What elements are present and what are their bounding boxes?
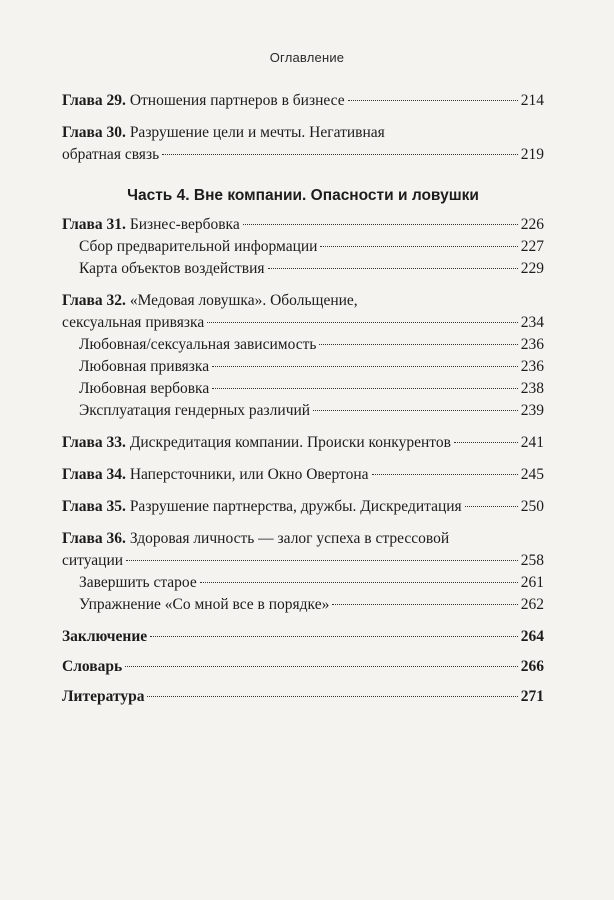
- dot-leader: [268, 268, 518, 269]
- dot-leader: [372, 474, 518, 475]
- toc-subsection[interactable]: [62, 356, 544, 378]
- page-number: 236: [520, 358, 544, 375]
- page-number: 245: [520, 466, 544, 483]
- page-number: 229: [520, 260, 544, 277]
- toc-subsection[interactable]: [62, 258, 544, 280]
- page-number: 238: [520, 380, 544, 397]
- chapter-title: [62, 496, 462, 518]
- toc-entry-line: [62, 144, 544, 166]
- chapter-title-text: Бизнес-вербовка: [129, 216, 240, 233]
- dot-leader: [243, 224, 518, 225]
- toc-backmatter[interactable]: [62, 626, 544, 648]
- page-number: 266: [520, 658, 544, 675]
- chapter-title: [62, 530, 449, 547]
- dot-leader: [150, 636, 518, 637]
- toc-chapter[interactable]: [62, 290, 544, 422]
- chapter-number: Глава 30.: [62, 124, 126, 141]
- toc-entry-line: [62, 496, 544, 518]
- dot-leader: [454, 442, 518, 443]
- running-head: Оглавление: [269, 50, 345, 65]
- toc-subsection[interactable]: [62, 378, 544, 400]
- toc-subsection[interactable]: [62, 572, 544, 594]
- dot-leader: [162, 154, 518, 155]
- subsection-title: Упражнение «Со мной все в порядке»: [79, 596, 330, 613]
- table-of-contents: [62, 90, 544, 716]
- chapter-title: [62, 214, 240, 236]
- chapter-title: [62, 124, 385, 141]
- page-number: 271: [520, 688, 544, 705]
- backmatter-title: Словарь: [62, 658, 123, 675]
- dot-leader: [207, 322, 518, 323]
- toc-entry-line: [62, 464, 544, 486]
- toc-chapter[interactable]: [62, 90, 544, 112]
- chapter-title: [62, 432, 451, 454]
- chapter-title-text: обратная связь: [62, 146, 160, 163]
- page-number: 262: [520, 596, 544, 613]
- toc-subsection[interactable]: [62, 594, 544, 616]
- chapter-number: Глава 34.: [62, 466, 126, 483]
- chapter-title-text: Наперсточники, или Окно Овертона: [129, 466, 369, 483]
- dot-leader: [465, 506, 518, 507]
- chapter-number: Глава 33.: [62, 434, 126, 451]
- page-number: 264: [520, 628, 544, 645]
- toc-entry-line: [62, 312, 544, 334]
- subsection-title: Любовная привязка: [79, 358, 210, 375]
- toc-chapter[interactable]: [62, 496, 544, 518]
- chapter-number: Глава 31.: [62, 216, 126, 233]
- page-number: 258: [520, 552, 544, 569]
- chapter-number: Глава 35.: [62, 498, 126, 515]
- chapter-title: [62, 292, 358, 309]
- page-number: 214: [520, 92, 544, 109]
- chapter-title-text: Дискредитация компании. Происки конкурентов: [129, 434, 451, 451]
- chapter-title: [62, 90, 345, 112]
- subsection-title: Любовная вербовка: [79, 380, 210, 397]
- chapter-title-text: ситуации: [62, 552, 124, 569]
- toc-entry-line: [62, 290, 544, 312]
- page-number: 261: [520, 574, 544, 591]
- dot-leader: [200, 582, 518, 583]
- chapter-title: [62, 144, 159, 166]
- chapter-number: Глава 36.: [62, 530, 126, 547]
- page-number: 236: [520, 336, 544, 353]
- dot-leader: [319, 344, 517, 345]
- toc-chapter[interactable]: [62, 528, 544, 616]
- part-heading: Часть 4. Вне компании. Опасности и ловушки: [127, 187, 479, 204]
- page-number: 241: [520, 434, 544, 451]
- chapter-title: [62, 550, 123, 572]
- page-number: 239: [520, 402, 544, 419]
- toc-entry-line: [62, 122, 544, 144]
- subsection-title: Карта объектов воздействия: [79, 260, 265, 277]
- dot-leader: [348, 100, 518, 101]
- page-number: 250: [520, 498, 544, 515]
- toc-chapter[interactable]: [62, 432, 544, 454]
- chapter-title-text: сексуальная привязка: [62, 314, 205, 331]
- chapter-title-text: Разрушение партнерства, дружбы. Дискредитация: [129, 498, 462, 515]
- chapter-title-text: Здоровая личность — залог успеха в стрессовой: [129, 530, 450, 547]
- toc-entry-line: [62, 90, 544, 112]
- toc-chapter[interactable]: [62, 214, 544, 280]
- subsection-title: Завершить старое: [79, 574, 197, 591]
- toc-subsection[interactable]: [62, 236, 544, 258]
- dot-leader: [332, 604, 517, 605]
- dot-leader: [212, 388, 518, 389]
- toc-chapter[interactable]: [62, 122, 544, 166]
- dot-leader: [125, 666, 518, 667]
- toc-entry-line: [62, 550, 544, 572]
- dot-leader: [212, 366, 518, 367]
- page-number: 219: [520, 146, 544, 163]
- toc-backmatter[interactable]: [62, 686, 544, 708]
- toc-chapter[interactable]: [62, 464, 544, 486]
- backmatter-title: Литература: [62, 688, 145, 705]
- chapter-title: [62, 312, 204, 334]
- subsection-title: Любовная/сексуальная зависимость: [79, 336, 317, 353]
- chapter-number: Глава 32.: [62, 292, 126, 309]
- chapter-title: [62, 464, 369, 486]
- subsection-title: Сбор предварительной информации: [79, 238, 318, 255]
- toc-entry-line: [62, 432, 544, 454]
- chapter-number: Глава 29.: [62, 92, 126, 109]
- chapter-title-text: Разрушение цели и мечты. Негативная: [129, 124, 385, 141]
- toc-entry-line: [62, 214, 544, 236]
- dot-leader: [126, 560, 518, 561]
- chapter-title-text: «Медовая ловушка». Обольщение,: [129, 292, 358, 309]
- toc-subsection[interactable]: [62, 334, 544, 356]
- dot-leader: [313, 410, 518, 411]
- subsection-title: Эксплуатация гендерных различий: [79, 402, 311, 419]
- page-number: 234: [520, 314, 544, 331]
- toc-entry-line: [62, 528, 544, 550]
- dot-leader: [320, 246, 517, 247]
- page-number: 226: [520, 216, 544, 233]
- backmatter-title: Заключение: [62, 628, 148, 645]
- dot-leader: [147, 696, 517, 697]
- chapter-title-text: Отношения партнеров в бизнесе: [129, 92, 345, 109]
- toc-backmatter[interactable]: [62, 656, 544, 678]
- page-number: 227: [520, 238, 544, 255]
- toc-subsection[interactable]: [62, 400, 544, 422]
